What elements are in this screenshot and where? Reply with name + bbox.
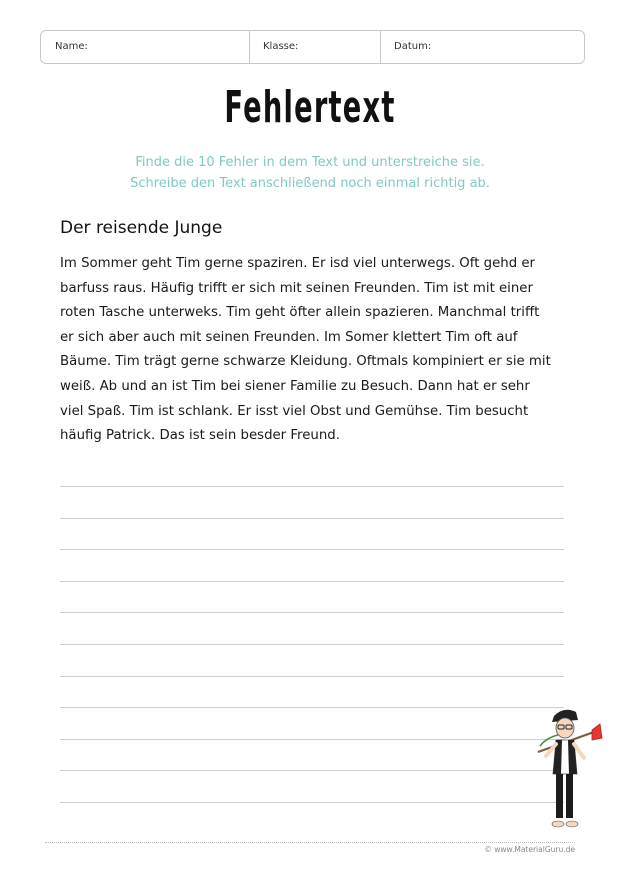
writing-line[interactable] [60, 581, 564, 582]
writing-line[interactable] [60, 770, 564, 771]
instruction-line: Schreibe den Text anschließend noch einmal richtig ab. [130, 176, 490, 191]
writing-line[interactable] [60, 739, 564, 740]
story-text [60, 252, 565, 449]
name-field[interactable] [41, 31, 249, 63]
writing-line[interactable] [60, 676, 564, 677]
page-title: Fehlertext [224, 82, 396, 133]
writing-line[interactable] [60, 707, 564, 708]
writing-line[interactable] [60, 549, 564, 550]
story-line: häufig Patrick. Das ist sein besder Freund. [60, 428, 340, 444]
story-line: roten Tasche unterweks. Tim geht öfter allein spazieren. Manchmal trifft [60, 305, 540, 321]
writing-line[interactable] [60, 644, 564, 645]
story-line: viel Spaß. Tim ist schlank. Er isst viel Obst und Gemühse. Tim besucht [60, 403, 529, 419]
story-line: Bäume. Tim trägt gerne schwarze Kleidung. Oftmals kompiniert er sie mit [60, 354, 551, 370]
date-field[interactable] [380, 31, 580, 63]
story-line: er sich aber auch mit seinen Freunden. Im Somer klettert Tim oft auf [60, 329, 518, 345]
writing-line[interactable] [60, 802, 564, 803]
writing-line[interactable] [60, 612, 564, 613]
copyright-notice: © www.MaterialGuru.de [484, 845, 575, 854]
class-field[interactable] [249, 31, 380, 63]
story-line: barfuss raus. Häufig trifft er sich mit seinen Freunden. Tim ist mit einer [60, 280, 533, 296]
name-label: Name: [55, 41, 88, 52]
story-line: weiß. Ab und an ist Tim bei siener Familie zu Besuch. Dann hat er sehr [60, 378, 530, 394]
instruction-line: Finde die 10 Fehler in dem Text und unterstreiche sie. [135, 155, 485, 170]
boy-with-bindle-illustration [534, 704, 604, 839]
footer-divider [45, 842, 575, 843]
story-line: Im Sommer geht Tim gerne spaziren. Er isd viel unterwegs. Oft gehd er [60, 256, 536, 271]
writing-line[interactable] [60, 486, 564, 487]
instructions [0, 152, 620, 194]
student-info-header [40, 30, 585, 64]
writing-line[interactable] [60, 518, 564, 519]
date-label: Datum: [394, 41, 432, 52]
class-label: Klasse: [263, 41, 299, 52]
story-title: Der reisende Junge [60, 218, 223, 238]
